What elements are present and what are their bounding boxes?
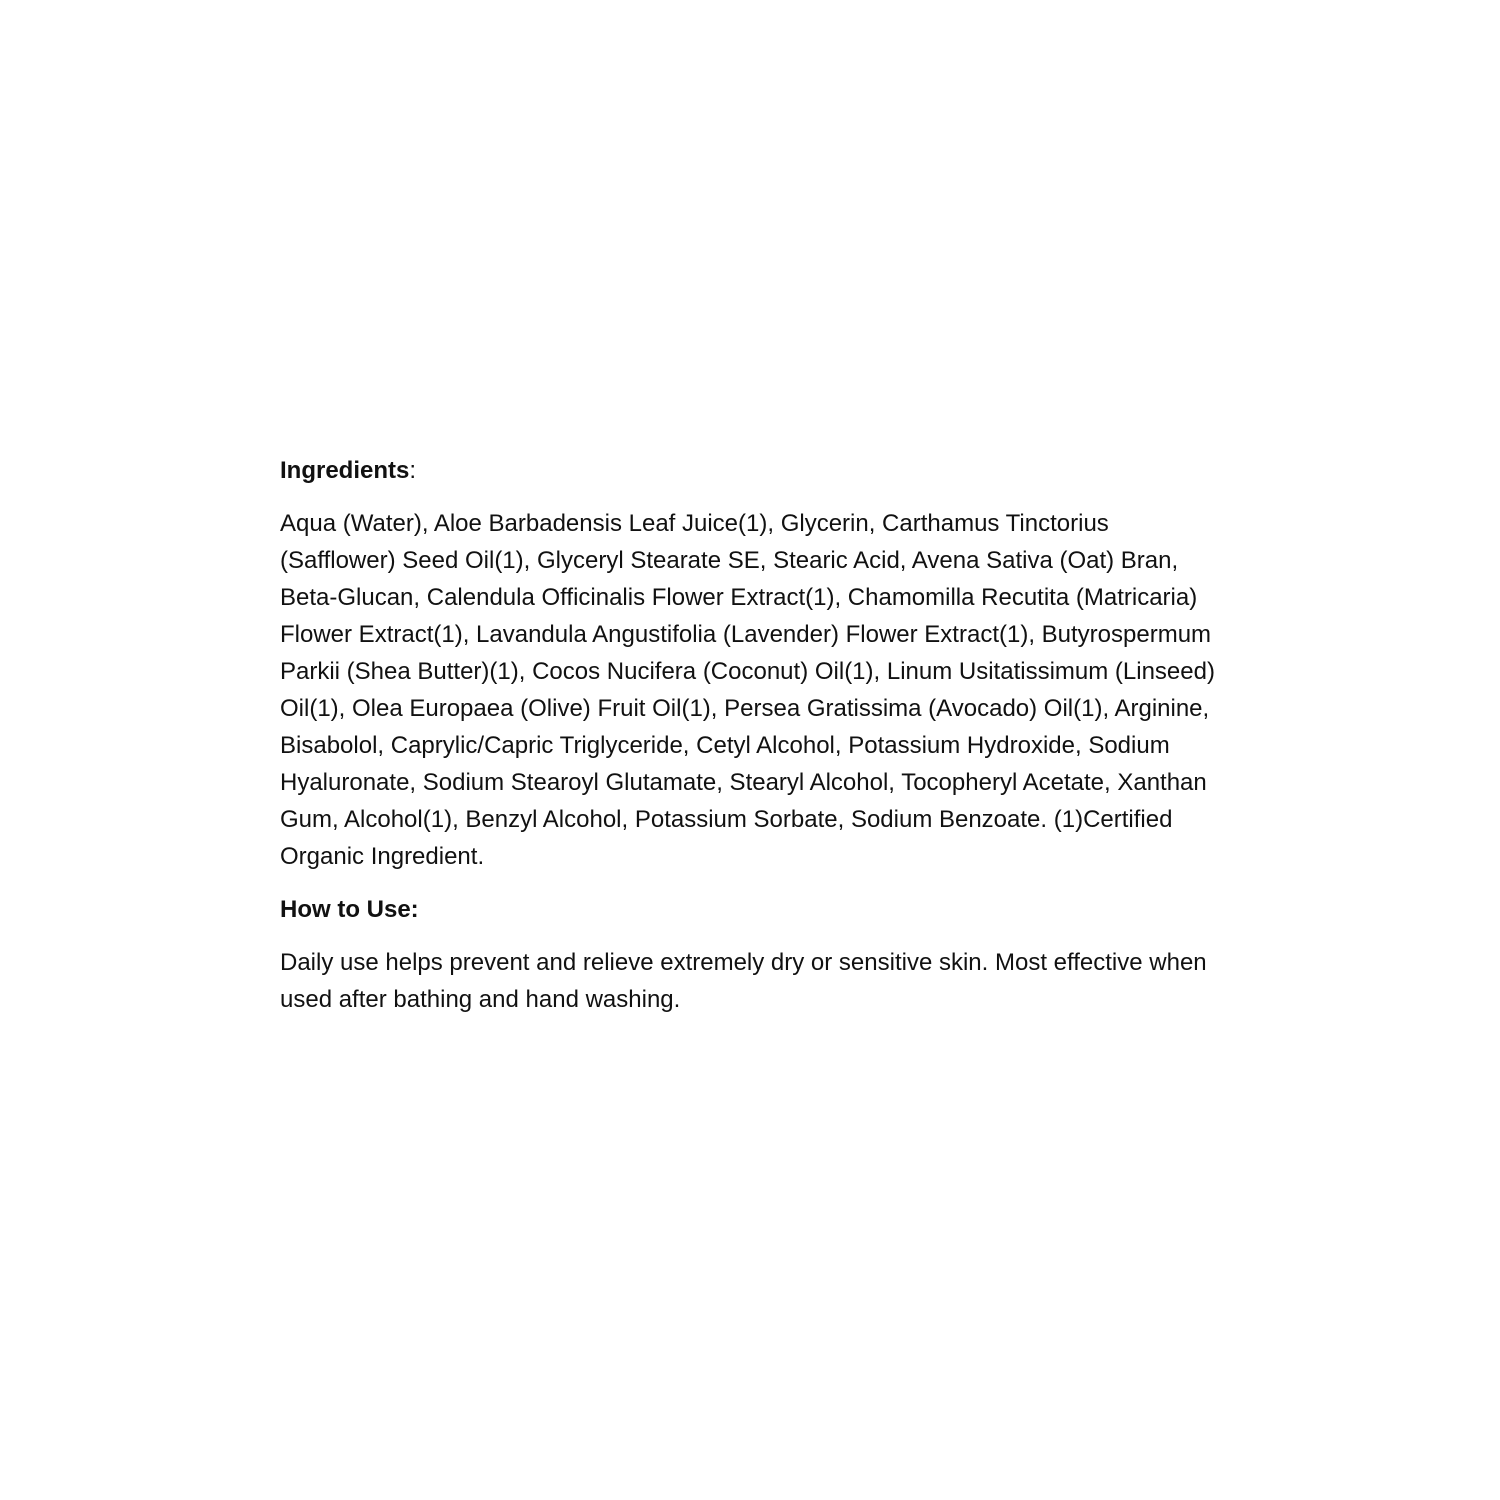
ingredients-list: Aqua (Water), Aloe Barbadensis Leaf Juice(1), Glycerin, Carthamus Tinctorius (Safflower) Seed Oil(1), Glyceryl Stearate SE, Stearic Acid, Avena Sativa (Oat) Bran, Beta-Glucan, Calendula Officinalis Flower Extract(1), Chamomilla Recutita (Matricaria) Flower Extract(1), Lavandula Angustifolia (Lavender) Flower Extract(1), Butyrospermum Parkii (Shea Butter)(1), Cocos Nucifera (Coconut) Oil(1), Linum Usitatissimum (Linseed) Oil(1), Olea Europaea (Olive) Fruit Oil(1), Persea Gratissima (Avocado) Oil(1), Arginine, Bisabolol, Caprylic/Capric Triglyceride, Cetyl Alcohol, Potassium Hydroxide, Sodium Hyaluronate, Sodium Stearoyl Glutamate, Stearyl Alcohol, Tocopheryl Acetate, Xanthan Gum, Alcohol(1), Benzyl Alcohol, Potassium Sorbate, Sodium Benzoate. (1)Certified Organic Ingredient.: [280, 510, 1215, 870]
ingredients-heading: [280, 452, 1230, 489]
how-to-use-text: Daily use helps prevent and relieve extremely dry or sensitive skin. Most effective when used after bathing and hand washing.: [280, 949, 1207, 1013]
ingredients-heading-colon: :: [409, 457, 417, 484]
how-to-use-heading: How to Use:: [280, 896, 419, 923]
product-info-document: [280, 452, 1230, 1034]
ingredients-heading-label: Ingredients: [280, 457, 410, 484]
